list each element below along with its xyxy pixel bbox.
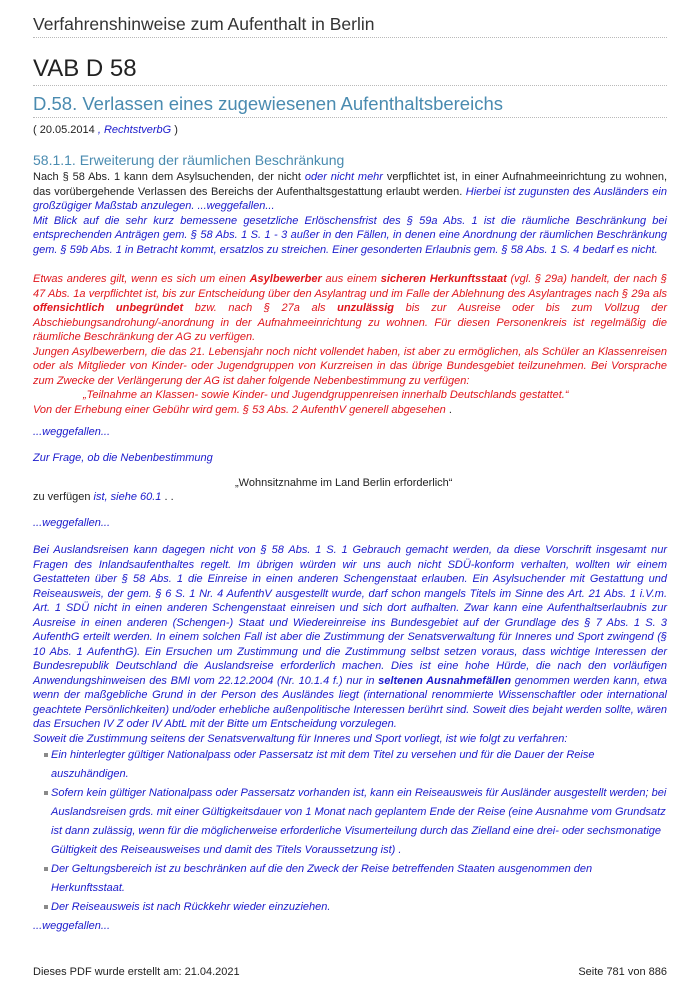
- p2-text-c: aus einem: [321, 273, 381, 285]
- p2-text-j: Jungen Asylbewerbern, die das 21. Lebensjahr noch nicht vollendet haben, ist aber zu ermöglichen, als Schüler an Klassenreisen oder als Mitglieder von Kinder- oder Jugendgruppen von Kurzreisen in das übrige Bundesgebiet teilzunehmen. Bei Vorsprache zum Zwecke der Verlängerung der AG ist daher folgende Nebenbestimmung zu verfügen:: [33, 345, 667, 387]
- p1-text-c: verpflichtet ist, in einer Aufnahmeeinrichtung zu wohnen, das vorübergehende Verlassen des Bereichs der Aufenthaltsgestattung erlaubt werden.: [33, 171, 668, 198]
- list-item: [33, 898, 667, 917]
- bullet-icon: [44, 791, 48, 795]
- document-header-title: Verfahrenshinweise zum Aufenthalt in Berlin: [33, 14, 375, 34]
- p1-text-e: Mit Blick auf die sehr kurz bemessene gesetzliche Erlöschensfrist des § 59a Abs. 1 ist die räumliche Beschränkung bei entsprechenden Anträgen gem. § 58 Abs. 1 S. 1 - 3 außer in den Fällen, in denen eine Anordnung der räumlichen Beschränkung gem. § 59b Abs. 1 in Betracht kommt, ersatzlos zu streichen. Einer gesonderten Erlaubnis gem. § 58 Abs. 1 S. 4 bedarf es nicht.: [33, 214, 667, 256]
- p1-text-d: Hierbei ist zugunsten des Ausländers ein großzügiger Maßstab anzulegen. ...weggefallen...: [33, 185, 667, 212]
- siehe-60-1-link[interactable]: ist, siehe 60.1: [93, 491, 162, 503]
- p3-seltenen-ausnahmefaellen: seltenen Ausnahmefällen: [378, 674, 512, 687]
- p2-text-e: (vgl. § 29a) handelt, der nach § 47 Abs. 1a verpflichtet ist, bis zur Entscheidung über den Asylantrag und im Falle der Ablehnung des Asylantrages nach § 29a als: [33, 273, 667, 300]
- p2-text-i: bis zur Ausreise oder bis zum Vollzug der Abschiebungsandrohung/-anordnung in der Aufnahmeeinrichtung zu wohnen. Für diesen Personenkreis ist regelmäßig die räumliche Beschränkung der AG zu verfügen.: [33, 302, 668, 343]
- procedure-list: [33, 746, 667, 917]
- subsection-title: 58.1.1. Erweiterung der räumlichen Beschränkung: [33, 152, 345, 168]
- p2-text-m: .: [445, 403, 452, 416]
- document-code: VAB D 58: [33, 55, 137, 82]
- footer-page-number: Seite 781 von 886: [578, 966, 667, 978]
- p2-text-g: bzw. nach § 27a als: [183, 302, 338, 314]
- p3-text-c: genommen werden kann, etwa wenn der maßgebliche Grund in der Person des Ausländes liegt (international renommierte Wissenschaftler oder international geachtete Persönlichkeiten) und/oder erhebliche außenpolitische Interessen berührt sind. Soweit dies bejaht werden sollte, wären das Ersuchen IV Z oder IV AbtL mit der Bitte um Entscheidung vorzulegen.: [33, 674, 668, 730]
- verf-text-a: zu verfügen: [33, 491, 94, 503]
- weggefallen-3: ...weggefallen...: [33, 920, 111, 932]
- header-divider: [33, 37, 667, 38]
- list-item-text: Der Reiseausweis ist nach Rückkehr wieder einzuziehen.: [51, 901, 331, 913]
- p1-text-b: oder nicht mehr: [304, 171, 383, 183]
- verf-text-c: . .: [161, 491, 174, 503]
- list-item: [33, 860, 667, 898]
- paragraph-1: [33, 170, 667, 257]
- p2-sicherer-herkunftsstaat: sicheren Herkunftsstaat: [380, 273, 507, 285]
- bullet-icon: [44, 753, 48, 757]
- code-divider: [33, 85, 667, 86]
- bullet-icon: [44, 867, 48, 871]
- list-item-text: Ein hinterlegter gültiger Nationalpass oder Passersatz ist mit dem Titel zu versehen und für die Dauer der Reise auszuhändigen.: [51, 749, 595, 780]
- p2-asylbewerber: Asylbewerber: [249, 273, 322, 285]
- p2-nebenbestimmung-quote: „Teilnahme an Klassen- sowie Kinder- und Jugendgruppenreisen innerhalb Deutschlands gestattet.“: [83, 389, 569, 401]
- verfuegen-line: [33, 490, 667, 505]
- list-item: [33, 784, 667, 860]
- paragraph-3: [33, 543, 667, 746]
- date-text: ( 20.05.2014: [33, 124, 98, 136]
- list-item: [33, 746, 667, 784]
- footer-created-date: Dieses PDF wurde erstellt am: 21.04.2021: [33, 966, 240, 978]
- p2-text-a: Etwas anderes gilt, wenn es sich um einen: [33, 273, 250, 285]
- wohnsitz-quote: „Wohnsitznahme im Land Berlin erforderlich“: [235, 477, 453, 489]
- section-divider: [33, 117, 667, 118]
- section-title: D.58. Verlassen eines zugewiesenen Aufenthaltsbereichs: [33, 93, 503, 114]
- p3-text-d: Soweit die Zustimmung seitens der Senatsverwaltung für Inneres und Sport vorliegt, ist wie folgt zu verfahren:: [33, 732, 568, 745]
- p2-unzulaessig: unzulässig: [337, 302, 395, 314]
- frage-nebenbestimmung: Zur Frage, ob die Nebenbestimmung: [33, 452, 213, 464]
- weggefallen-2: ...weggefallen...: [33, 517, 111, 529]
- rechtsverbg-link[interactable]: , RechtstverbG: [97, 124, 172, 136]
- p2-text-l: Von der Erhebung einer Gebühr wird gem. § 53 Abs. 2 AufenthV generell abgesehen: [33, 403, 446, 416]
- date-line: [33, 124, 178, 136]
- p1-text-a: Nach § 58 Abs. 1 kann dem Asylsuchenden, der nicht: [33, 171, 305, 183]
- paragraph-2: [33, 272, 667, 417]
- p3-text-a: Bei Auslandsreisen kann dagegen nicht von § 58 Abs. 1 S. 1 Gebrauch gemacht werden, da diese Vorschrift insgesamt nur Fragen des Inlandsaufenthaltes regelt. Im übrigen würden wir uns auch nicht SDÜ-konform verhalten, wollten wir einem Gestatteten über § 58 Abs. 1 die Einreise in einen anderen Schengenstaat erlauben. Ein Asylsuchender mit Gestattung und Reiseausweis, der gem. § 6 S. 1 Nr. 4 AufenthV ausgestellt wurde, darf schon mangels Titels im Sinne des Art. 21 Abs. 1 i.V.m. Art. 1 SDÜ nicht in einen anderen Schengenstaat einreisen und sich dort aufhalten. Zwar kann eine Aufenthaltserlaubnis zur Ausreise in einen anderen (Schengen-) Staat und Wiedereinreise ins Bundesgebiet auf der Grundlage des § 7 Abs. 1 S. 3 AufenthG erteilt werden. In einem solchen Fall ist aber die Zustimmung der Senatsverwaltung für Inneres und Sport zwingend (§ 10 Abs. 1 AufenthG). Ein Ersuchen um Zustimmung und die Zustimmung selbst setzen voraus, dass wichtige Interessen der Bundesrepublik Deutschland die Auslandsreise erforderlich machen. Dies ist eine hohe Hürde, die nach den vorläufigen Anwendungshinweisen des BMI vom 22.12.2004 (Nr. 10.1.4 f.) nur in: [33, 544, 667, 687]
- weggefallen-1: ...weggefallen...: [33, 426, 111, 438]
- bullet-icon: [44, 905, 48, 909]
- date-close: ): [171, 124, 178, 136]
- list-item-text: Der Geltungsbereich ist zu beschränken auf die den Zweck der Reise betreffenden Staaten ausgenommen den Herkunftsstaat.: [51, 863, 593, 894]
- p2-offensichtlich-unbegruendet: offensichtlich unbegründet: [33, 302, 184, 314]
- list-item-text: Sofern kein gültiger Nationalpass oder Passersatz vorhanden ist, kann ein Reiseausweis für Ausländer ausgestellt werden; bei Auslandsreisen grds. mit einer Gültigkeitsdauer von 1 Monat nach geplantem Ende der Reise (eine Ausnahme vom Grundsatz ist dann zulässig, wenn für die möglicherweise erforderliche Visumerteilung durch das Zielland eine drei- oder sechsmonatige Gültigkeit des Reiseausweises und damit des Titels Voraussetzung ist) .: [51, 787, 667, 856]
